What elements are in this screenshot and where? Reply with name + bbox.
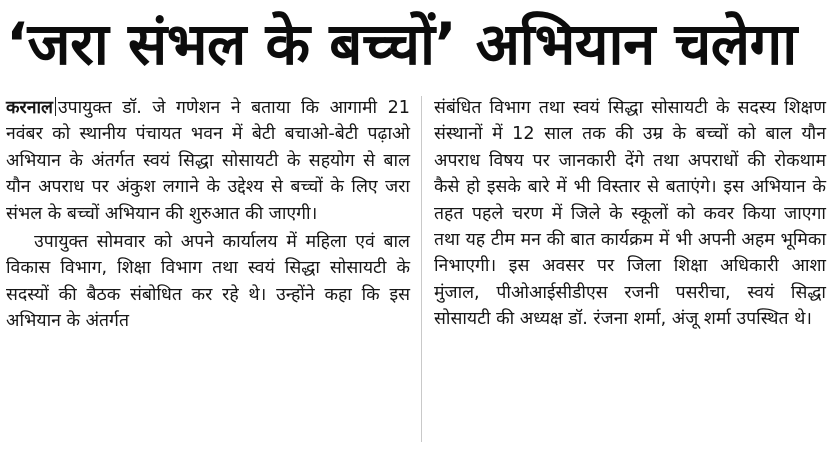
dateline-separator	[55, 97, 56, 116]
article-headline: ‘जरा संभल के बच्चों’ अभियान चलेगा	[6, 10, 797, 78]
article-paragraph: उपायुक्त सोमवार को अपने कार्यालय में महिला एवं बाल विकास विभाग, शिक्षा विभाग तथा स्वयं सिद्धा सोसायटी के सदस्यों की बैठक संबोधित कर रहे थे। उन्होंने कहा कि इस अभियान के अंतर्गत	[6, 232, 410, 332]
article-right-column	[434, 95, 826, 333]
article-paragraph-text: उपायुक्त डॉ. जे गणेशन ने बताया कि आगामी 21 नवंबर को स्थानीय पंचायत भवन में बेटी बचाओ-बेटी पढ़ाओ अभियान के अंतर्गत स्वयं सिद्धा सोसायटी के सहयोग से बाल यौन अपराध पर अंकुश लगाने के उद्देश्य से बच्चों के लिए जरा संभल के बच्चों अभियान की शुरुआत की जाएगी।	[6, 98, 410, 224]
dateline: करनाल	[6, 98, 53, 118]
article-paragraph: संबंधित विभाग तथा स्वयं सिद्धा सोसायटी के सदस्य शिक्षण संस्थानों में 12 साल तक की उम्र के बच्चों को बाल यौन अपराध विषय पर जानकारी देंगे तथा अपराधों की रोकथाम कैसे हो इसके बारे में भी विस्तार से बताएंगे। इस अभियान के तहत पहले चरण में जिले के स्कूलों को कवर किया जाएगा तथा यह टीम मन की बात कार्यक्रम में भी अपनी अहम भूमिका निभाएगी। इस अवसर पर जिला शिक्षा अधिकारी आशा मुंजाल, पीओआईसीडीएस रजनी पसरीचा, स्वयं सिद्धा सोसायटी की अध्यक्ष डॉ. रंजना शर्मा, अंजू शर्मा उपस्थित थे।	[434, 98, 826, 330]
column-divider	[421, 96, 422, 442]
article-paragraph	[6, 95, 410, 227]
article-left-column	[6, 95, 410, 335]
